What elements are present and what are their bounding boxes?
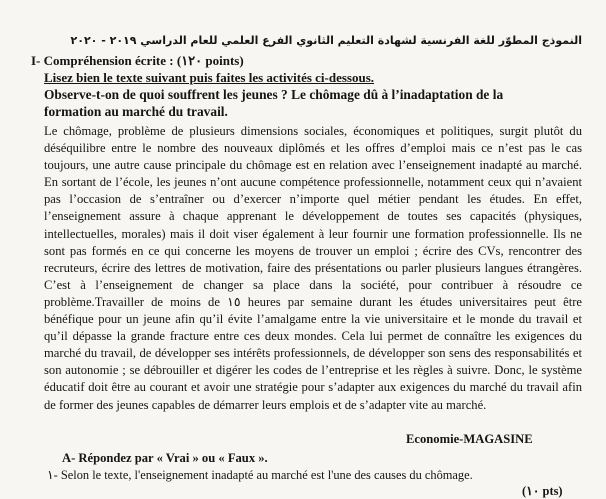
reading-passage	[44, 123, 582, 414]
true-false-item-1: ١- Selon le texte, l'enseignement inadapté au marché est l'une des causes du chômage.	[47, 468, 473, 482]
points-label: (١٠ pts)	[522, 484, 563, 498]
instruction-line: Lisez bien le texte suivant puis faites les activités ci-dessous.	[44, 70, 375, 85]
arabic-exam-title: النموذج المطوّر للغة الفرنسية لشهادة التعليم الثانوي الفرع العلمي للعام الدراسي ٢٠١٩ - ٢٠٢٠	[70, 34, 582, 47]
activity-part-a-heading: A- Répondez par « Vrai » ou « Faux ».	[62, 451, 268, 465]
passage-paragraph: Le chômage, problème de plusieurs dimensions sociales, économiques et politiques, surgit plutôt du déséquilibre entre le nombre des nouveaux diplômés et les offres d’emploi mais ce n’est pas le cas toujours, une autre cause principale du chômage est en relation avec l’enseignement inadapté au marché. En sortant de l’école, les jeunes n’ont aucune compétence professionnelle, notamment ceux qui n’avaient pas l’occasion de s’entraîner ou d’exercer n’importe quel métier pendant les études. En effet, l’enseignement assure à chaque apprenant le développement de toutes ses capacités (physiques, intellectuelles, morales) mais il doit viser également à leur fournir une formation professionnelle. Ils ne sont pas formés en ce qui concerne les moyens de trouver un emploi ; écrire des CVs, rencontrer des recruteurs, écrire des lettres de motivation, faire des présentations ou parler plusieurs langues étrangères. C’est à l’enseignement de changer sa place dans la société, pour contribuer à résoudre ce problème.Travailler de moins de ١٥ heures par semaine durant les études universitaires peut être bénéfique pour un jeune afin qu’il évite l’amalgame entre la vie universitaire et le monde du travail et qu’il dépasse la grande fracture entre ces deux mondes. Cela lui permet de connaître les exigences du marché du travail, de développer ses intérêts professionnels, de développer son sens des responsabilités et son autonomie ; se débrouiller et digérer les codes de l’entreprise et les règles à suivre. Donc, le système éducatif doit être au courant et avoir une stratégie pour s’adapter aux exigences du marché du travail afin de former des jeunes capables de démarrer leurs emplois et de s’adapter vite au marché.	[44, 124, 582, 412]
text-title-question: Observe-t-on de quoi souffrent les jeunes ? Le chômage dû à l’inadaptation de la formation au marché du travail.	[44, 87, 504, 119]
source-credit: Economie-MAGASINE	[406, 432, 533, 446]
section-heading: I- Compréhension écrite : (١٢٠ points)	[31, 53, 244, 68]
